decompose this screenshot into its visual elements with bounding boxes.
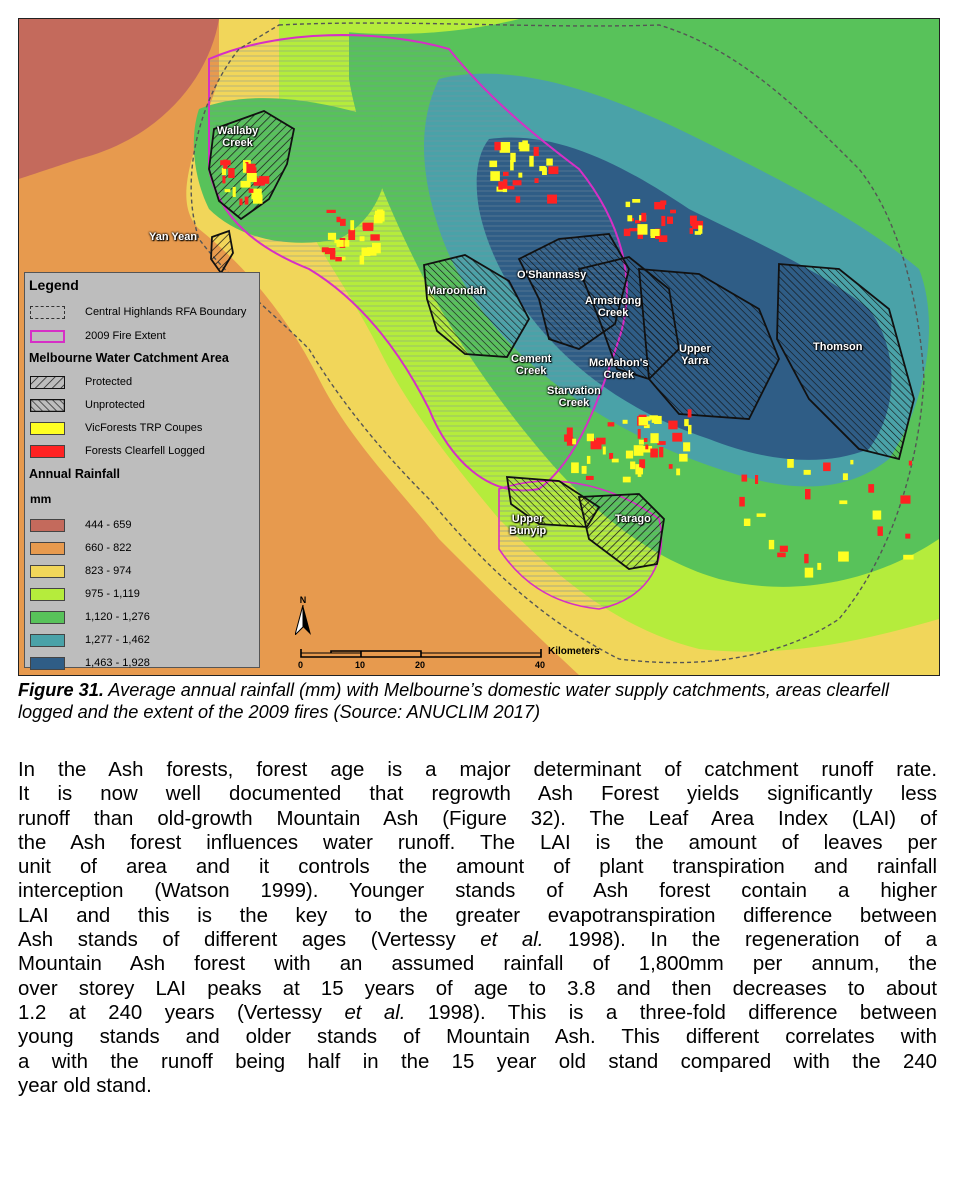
rainfall-class-1	[30, 540, 131, 556]
coupe-1-5	[667, 217, 673, 224]
coupe-5-12	[327, 210, 336, 213]
label-mcmahons-creek: McMahon's Creek	[589, 357, 649, 381]
body-line-4: unit of area and it controls the amount of plant transpiration and rainfall	[18, 856, 937, 879]
coupe-4-23	[638, 467, 642, 477]
caption-text: Average annual rainfall (mm) with Melbourne’s domestic water supply catchments, areas clearfell logged and the extent of the 2009 fires (Source: ANUCLIM 2017)	[18, 680, 890, 722]
label-oshannassy: O'Shannassy	[517, 269, 587, 281]
coupe-1-0	[632, 199, 640, 203]
coupe-3-10	[804, 470, 811, 475]
coupe-5-9	[344, 240, 349, 247]
coupe-6-24	[255, 191, 258, 198]
coupe-3-16	[843, 473, 848, 480]
coupe-4-9	[668, 421, 677, 430]
coupe-4-19	[683, 442, 690, 451]
coupe-5-6	[370, 234, 379, 240]
coupe-3-7	[805, 568, 814, 578]
coupe-4-8	[644, 438, 648, 442]
coupe-4-22	[650, 433, 658, 443]
coupe-6-16	[259, 176, 270, 184]
coupe-3-24	[868, 484, 874, 493]
coupe-2-11	[587, 434, 594, 442]
coupe-2-5	[626, 451, 633, 459]
coupe-3-0	[817, 563, 821, 570]
coupe-1-6	[661, 216, 665, 226]
coupe-3-17	[823, 463, 831, 472]
coupe-6-22	[241, 181, 251, 188]
scale-tick-0: 0	[298, 660, 304, 670]
coupe-2-0	[571, 462, 579, 473]
fire-swatch	[30, 330, 65, 343]
coupe-2-17	[587, 456, 591, 464]
label-upper-yarra: Upper Yarra	[679, 343, 711, 367]
coupe-2-24	[639, 459, 645, 468]
coupe-4-11	[672, 433, 682, 442]
coupe-3-13	[755, 475, 758, 484]
fire-label: 2009 Fire Extent	[85, 330, 166, 342]
body-line-13: year old stand.	[18, 1074, 152, 1097]
coupe-3-9	[839, 500, 847, 504]
body-line-6: LAI and this is the key to the greater evapotranspiration difference between	[18, 904, 937, 927]
coupe-3-11	[905, 534, 910, 539]
coupe-6-23	[222, 176, 225, 184]
coupe-1-23	[641, 213, 646, 222]
rainfall-swatch-1	[30, 542, 65, 555]
coupe-6-25	[243, 163, 247, 173]
coupe-2-25	[582, 466, 587, 474]
label-cement-creek: Cement Creek	[511, 353, 552, 377]
coupe-0-25	[510, 153, 515, 162]
catchment-title: Melbourne Water Catchment Area	[29, 351, 229, 365]
label-thomson: Thomson	[813, 341, 863, 353]
coupe-4-13	[688, 425, 692, 434]
coupe-0-15	[547, 195, 557, 204]
coupe-3-5	[873, 511, 882, 520]
scale-unit: Kilometers	[548, 646, 600, 657]
coupe-5-25	[328, 233, 336, 240]
coupe-2-4	[609, 453, 613, 459]
coupe-1-15	[660, 200, 666, 205]
coupe-0-13	[539, 166, 546, 171]
coupe-6-9	[239, 199, 242, 206]
coupe-2-22	[572, 439, 576, 445]
coupe-4-18	[641, 446, 645, 452]
coupe-5-15	[322, 247, 329, 252]
rainfall-class-3	[30, 586, 140, 602]
coupe-2-13	[603, 447, 606, 455]
coupe-6-5	[228, 168, 234, 178]
protected-label: Protected	[85, 376, 133, 388]
coupe-1-18	[691, 222, 695, 226]
legend-unprotected	[30, 397, 145, 413]
coupe-2-18	[586, 476, 594, 480]
rainfall-label-2: 823 - 974	[85, 565, 132, 577]
rainfall-label-0: 444 - 659	[85, 519, 132, 531]
label-starvation-creek: Starvation Creek	[547, 385, 601, 409]
coupe-5-17	[334, 240, 338, 243]
coupe-3-19	[742, 475, 748, 482]
coupe-3-20	[838, 552, 849, 562]
coupe-0-17	[513, 180, 522, 185]
label-upper-bunyip: Upper Bunyip	[509, 513, 547, 537]
rainfall-swatch-3	[30, 588, 65, 601]
coupe-3-22	[805, 489, 811, 499]
north-arrow	[295, 595, 311, 641]
coupe-0-18	[489, 161, 497, 168]
scale-bar-graphic	[299, 643, 549, 661]
rainfall-swatch-5	[30, 634, 65, 647]
coupe-3-1	[777, 553, 786, 558]
legend-trp	[30, 420, 202, 436]
coupe-4-20	[647, 416, 651, 420]
rainfall-swatch-0	[30, 519, 65, 532]
coupe-3-4	[744, 519, 751, 526]
rainfall-class-0	[30, 517, 131, 533]
rainfall-label-6: 1,463 - 1,928	[85, 657, 150, 669]
body-paragraph	[18, 758, 937, 1098]
scale-bar	[299, 643, 619, 676]
coupe-3-14	[850, 460, 853, 465]
coupe-0-10	[535, 178, 539, 183]
coupe-1-12	[690, 228, 693, 234]
coupe-5-24	[377, 209, 383, 216]
logged-swatch	[30, 445, 65, 458]
coupe-5-22	[350, 220, 354, 230]
coupe-1-7	[659, 235, 667, 242]
coupe-2-19	[623, 420, 628, 424]
coupe-6-6	[225, 189, 231, 192]
coupe-6-18	[223, 160, 227, 169]
coupe-2-10	[608, 422, 615, 426]
label-tarago: Tarago	[615, 513, 651, 525]
coupe-6-0	[245, 197, 249, 205]
coupe-4-24	[654, 416, 662, 424]
coupe-4-0	[679, 454, 688, 462]
body-line-7: Ash stands of different ages (Vertessy et al. 1998). In the regeneration of a	[18, 929, 937, 952]
coupe-4-12	[688, 409, 692, 417]
coupe-1-24	[637, 224, 647, 235]
coupe-2-3	[623, 477, 631, 483]
scale-tick-10: 10	[355, 660, 366, 670]
rainfall-swatch-6	[30, 657, 65, 670]
scale-tick-40: 40	[535, 660, 546, 670]
label-yan-yean: Yan Yean	[149, 231, 198, 243]
rainfall-label-3: 975 - 1,119	[85, 588, 140, 600]
coupe-2-8	[639, 440, 644, 445]
coupe-3-25	[878, 526, 883, 536]
coupe-1-21	[627, 215, 632, 221]
coupe-0-11	[494, 142, 500, 150]
label-wallaby-creek: Wallaby Creek	[217, 125, 259, 149]
body-line-0: In the Ash forests, forest age is a major determinant of catchment runoff rate.	[18, 759, 937, 781]
rainfall-swatch-2	[30, 565, 65, 578]
coupe-0-0	[518, 173, 522, 178]
legend-protected	[30, 374, 132, 390]
figure-caption	[18, 679, 938, 723]
rainfall-class-2	[30, 563, 131, 579]
rainfall-class-5	[30, 632, 150, 648]
unprotected-label: Unprotected	[85, 399, 145, 411]
coupe-1-3	[670, 210, 676, 214]
coupe-0-24	[519, 142, 524, 149]
coupe-5-5	[362, 248, 371, 257]
body-line-8: Mountain Ash forest with an assumed rainfall of 1,800mm per annum, the	[18, 953, 937, 976]
coupe-3-2	[757, 513, 766, 517]
legend-fire	[30, 328, 166, 344]
body-line-3: the Ash forest influences water runoff. The LAI is the amount of leaves per	[18, 831, 937, 854]
rainfall-label-4: 1,120 - 1,276	[85, 611, 150, 623]
coupe-5-16	[360, 236, 365, 241]
body-line-2: runoff than old-growth Mountain Ash (Figure 32). The Leaf Area Index (LAI) of	[18, 807, 937, 830]
coupe-0-6	[529, 156, 533, 167]
coupe-0-12	[546, 159, 553, 166]
coupe-5-21	[372, 243, 381, 253]
coupe-0-22	[503, 189, 507, 192]
map-legend	[24, 272, 260, 668]
trp-label: VicForests TRP Coupes	[85, 422, 203, 434]
scale-tick-20: 20	[415, 660, 426, 670]
rainfall-label-5: 1,277 - 1,462	[85, 634, 150, 646]
rainfall-label-1: 660 - 822	[85, 542, 132, 554]
legend-title: Legend	[29, 277, 79, 293]
coupe-2-2	[630, 462, 635, 470]
label-armstrong-creek: Armstrong Creek	[585, 295, 642, 319]
coupe-4-25	[684, 419, 689, 426]
caption-label: Figure 31.	[18, 680, 104, 700]
coupe-0-4	[500, 142, 511, 153]
rainfall-title: Annual Rainfall	[29, 467, 120, 481]
trp-swatch	[30, 422, 65, 435]
coupe-0-23	[490, 171, 500, 181]
coupe-5-2	[360, 256, 365, 265]
legend-rfa	[30, 304, 246, 320]
body-line-11: young stands and older stands of Mountain Ash. This different correlates with	[18, 1026, 937, 1049]
rainfall-unit: mm	[30, 492, 52, 506]
coupe-0-7	[503, 172, 509, 176]
coupe-6-14	[246, 167, 257, 173]
coupe-3-15	[909, 461, 912, 466]
coupe-2-23	[596, 438, 606, 445]
rainfall-class-6	[30, 655, 150, 671]
coupe-2-15	[638, 429, 641, 439]
north-label: N	[299, 595, 307, 605]
coupe-3-8	[804, 554, 808, 563]
label-maroondah: Maroondah	[427, 285, 487, 297]
coupe-0-14	[534, 147, 539, 156]
coupe-6-19	[247, 173, 257, 182]
coupe-1-25	[695, 231, 701, 235]
legend-logged	[30, 443, 205, 459]
coupe-0-5	[516, 196, 521, 202]
coupe-0-19	[548, 166, 558, 174]
coupe-2-20	[564, 434, 571, 441]
coupe-5-23	[340, 219, 346, 226]
coupe-4-14	[669, 464, 673, 469]
logged-label: Forests Clearfell Logged	[85, 445, 205, 457]
coupe-5-18	[335, 257, 342, 261]
coupe-6-13	[233, 187, 236, 197]
coupe-4-1	[676, 469, 680, 476]
body-line-10: 1.2 at 240 years (Vertessy et al. 1998). This is a three-fold difference between	[18, 1001, 938, 1024]
coupe-1-4	[626, 202, 631, 207]
north-arrow-icon	[295, 605, 311, 635]
coupe-1-17	[651, 232, 655, 238]
rfa-swatch	[30, 306, 65, 319]
coupe-6-12	[222, 168, 226, 175]
coupe-4-21	[645, 445, 648, 450]
coupe-4-10	[650, 449, 658, 458]
rainfall-swatch-4	[30, 611, 65, 624]
protected-swatch	[30, 376, 65, 389]
coupe-2-12	[612, 459, 619, 463]
coupe-3-3	[787, 459, 794, 468]
coupe-5-19	[363, 223, 374, 230]
rfa-label: Central Highlands RFA Boundary	[85, 306, 247, 318]
body-line-12: a with the runoff being half in the 15 year old stand compared with the 240	[18, 1050, 937, 1073]
coupe-3-21	[769, 540, 774, 549]
unprotected-swatch	[30, 399, 65, 412]
coupe-3-23	[739, 497, 745, 507]
coupe-4-7	[659, 447, 663, 457]
body-line-5: interception (Watson 1999). Younger stands of Ash forest contain a higher	[18, 880, 937, 903]
coupe-3-6	[903, 555, 913, 560]
coupe-0-21	[498, 181, 507, 189]
coupe-6-21	[249, 189, 254, 193]
coupe-3-12	[780, 546, 788, 552]
coupe-5-10	[348, 230, 355, 241]
coupe-3-18	[900, 495, 910, 503]
body-line-1: It is now well documented that regrowth Ash Forest yields significantly less	[18, 783, 937, 806]
body-line-9: over storey LAI peaks at 15 years of age to 3.8 and then decreases to about	[18, 977, 937, 1000]
coupe-5-4	[337, 217, 341, 222]
rainfall-class-4	[30, 609, 150, 625]
